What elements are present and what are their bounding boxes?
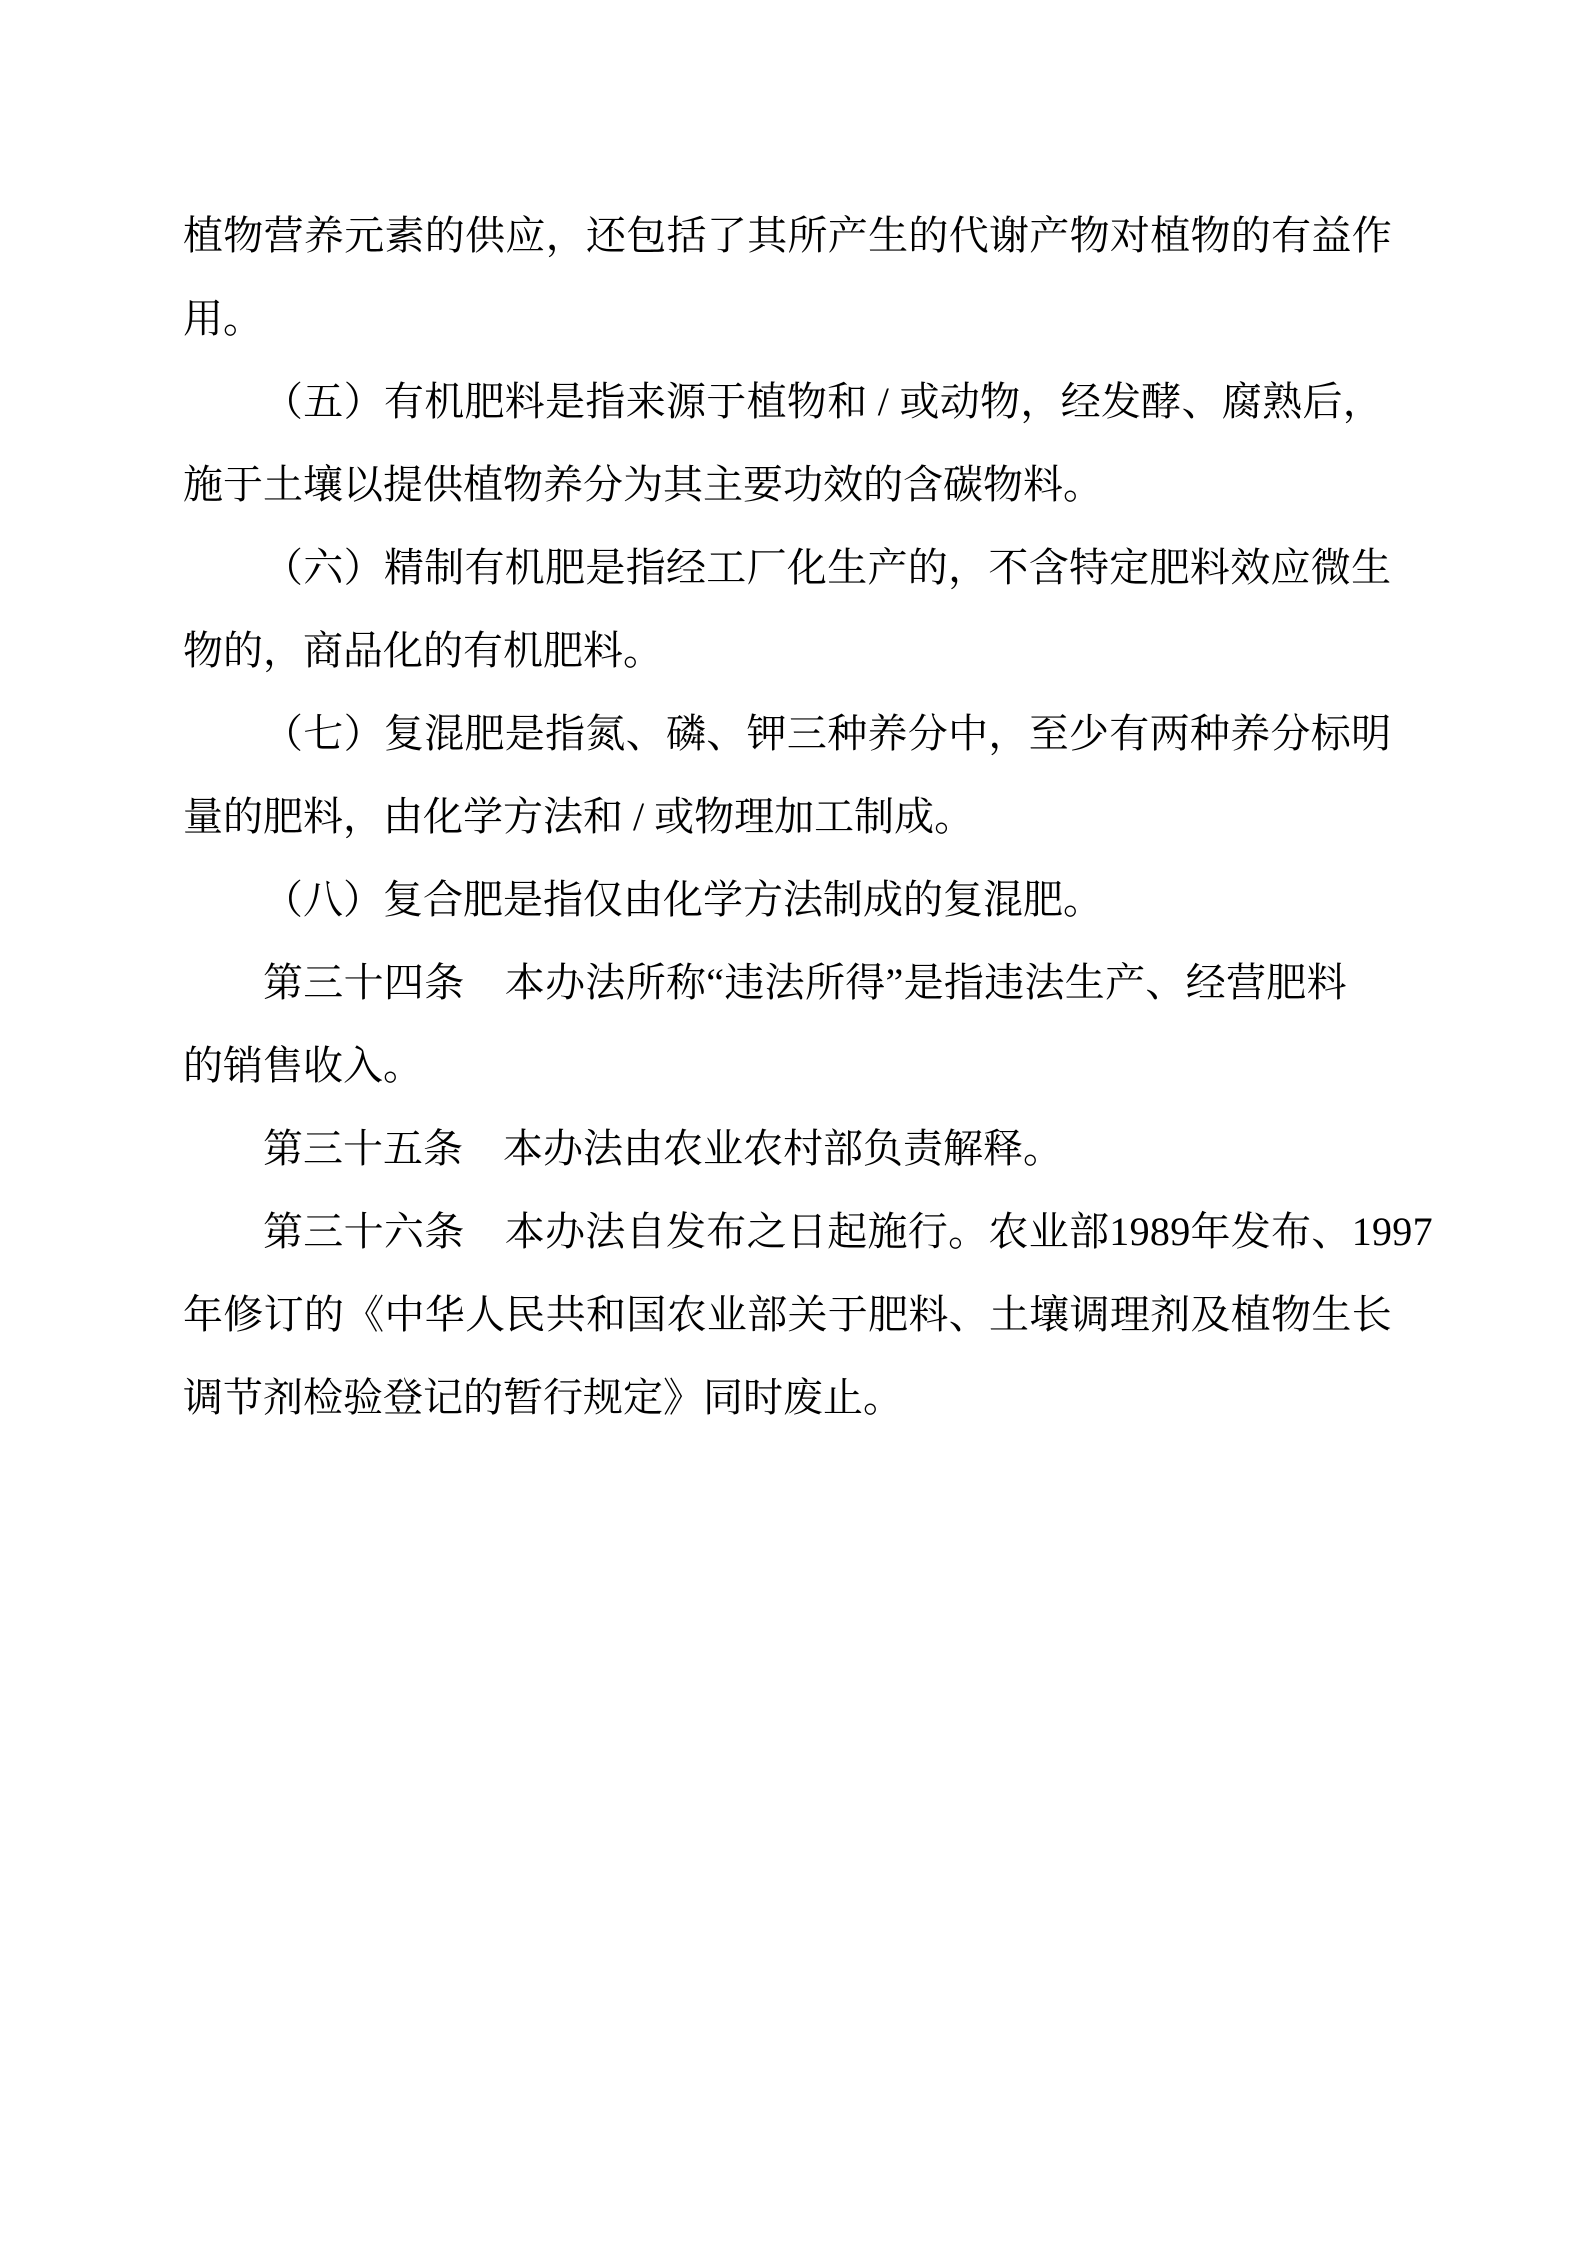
paragraph-article-34 xyxy=(183,941,1404,1107)
text-line: 调节剂检验登记的暂行规定》同时废止。 xyxy=(183,1375,903,1420)
paragraph-article-35 xyxy=(183,1107,1404,1190)
text-line: 用。 xyxy=(183,296,263,341)
paragraph-article-36 xyxy=(183,1190,1433,1439)
text-line: 植物营养元素的供应，还包括了其所产生的代谢产物对植物的有益作 xyxy=(183,213,1392,258)
paragraph-item-5 xyxy=(183,360,1404,526)
text-line: （六）精制有机肥是指经工厂化生产的，不含特定肥料效应微生 xyxy=(263,545,1392,590)
text-line: 第三十五条 本办法由农业农村部负责解释。 xyxy=(263,1126,1063,1171)
body-text xyxy=(183,194,1433,1439)
text-line: 年修订的《中华人民共和国农业部关于肥料、土壤调理剂及植物生长 xyxy=(183,1292,1392,1337)
text-line: 第三十六条 本办法自发布之日起施行。农业部1989年发布、1997 xyxy=(263,1209,1433,1254)
text-line: （八）复合肥是指仅由化学方法制成的复混肥。 xyxy=(263,877,1103,922)
paragraph-item-6 xyxy=(183,526,1404,692)
text-line: （五）有机肥料是指来源于植物和 / 或动物，经发酵、腐熟后， xyxy=(263,379,1384,424)
text-line: 物的，商品化的有机肥料。 xyxy=(183,628,663,673)
paragraph-continuation xyxy=(183,194,1404,360)
text-line: 施于土壤以提供植物养分为其主要功效的含碳物料。 xyxy=(183,462,1103,507)
text-line: （七）复混肥是指氮、磷、钾三种养分中，至少有两种养分标明 xyxy=(263,711,1392,756)
paragraph-item-7 xyxy=(183,692,1404,858)
text-line: 量的肥料，由化学方法和 / 或物理加工制成。 xyxy=(183,794,975,839)
text-line: 的销售收入。 xyxy=(183,1043,423,1088)
paragraph-item-8 xyxy=(183,858,1404,941)
text-line: 第三十四条 本办法所称“违法所得”是指违法生产、经营肥料 xyxy=(263,960,1347,1005)
